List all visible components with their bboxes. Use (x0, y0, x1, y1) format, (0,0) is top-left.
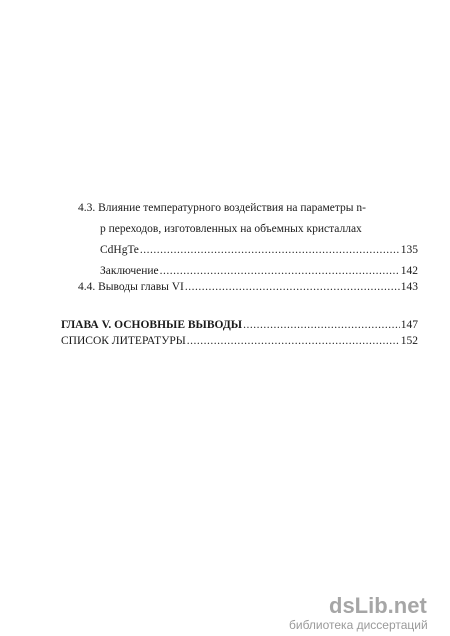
leader-dots (160, 264, 400, 278)
toc-entry-references (61, 334, 418, 348)
toc-page-number: 142 (400, 265, 418, 277)
leader-dots (140, 243, 400, 257)
leader-dots (187, 334, 400, 348)
toc-entry-conclusion (100, 264, 418, 278)
toc-section-4-3-line2: р переходов, изготовленных на объемных кристаллах (100, 223, 362, 235)
toc-entry-title: ГЛАВА V. ОСНОВНЫЕ ВЫВОДЫ (61, 319, 243, 331)
toc-entry-4-3 (100, 243, 418, 257)
toc-page-number: 152 (400, 335, 418, 347)
toc-entry-title: CdHgTe (100, 244, 139, 256)
watermark-tagline: библиотека диссертаций (289, 618, 428, 632)
watermark-logo (289, 592, 449, 636)
toc-page-number: 135 (400, 244, 418, 256)
toc-entry-4-4 (78, 280, 418, 294)
toc-page-number: 147 (400, 319, 418, 331)
toc-entry-chapter-5 (61, 318, 418, 332)
watermark-name: dsLib.net (329, 593, 427, 618)
toc-entry-title: Заключение (100, 265, 159, 277)
toc-page-number: 143 (400, 281, 418, 293)
leader-dots (185, 280, 400, 294)
toc-entry-title: СПИСОК ЛИТЕРАТУРЫ (61, 335, 186, 347)
toc-entry-title: 4.4. Выводы главы VI (78, 281, 184, 293)
toc-section-4-3-line1: 4.3. Влияние температурного воздействия на параметры n- (78, 202, 366, 214)
leader-dots (243, 318, 400, 332)
